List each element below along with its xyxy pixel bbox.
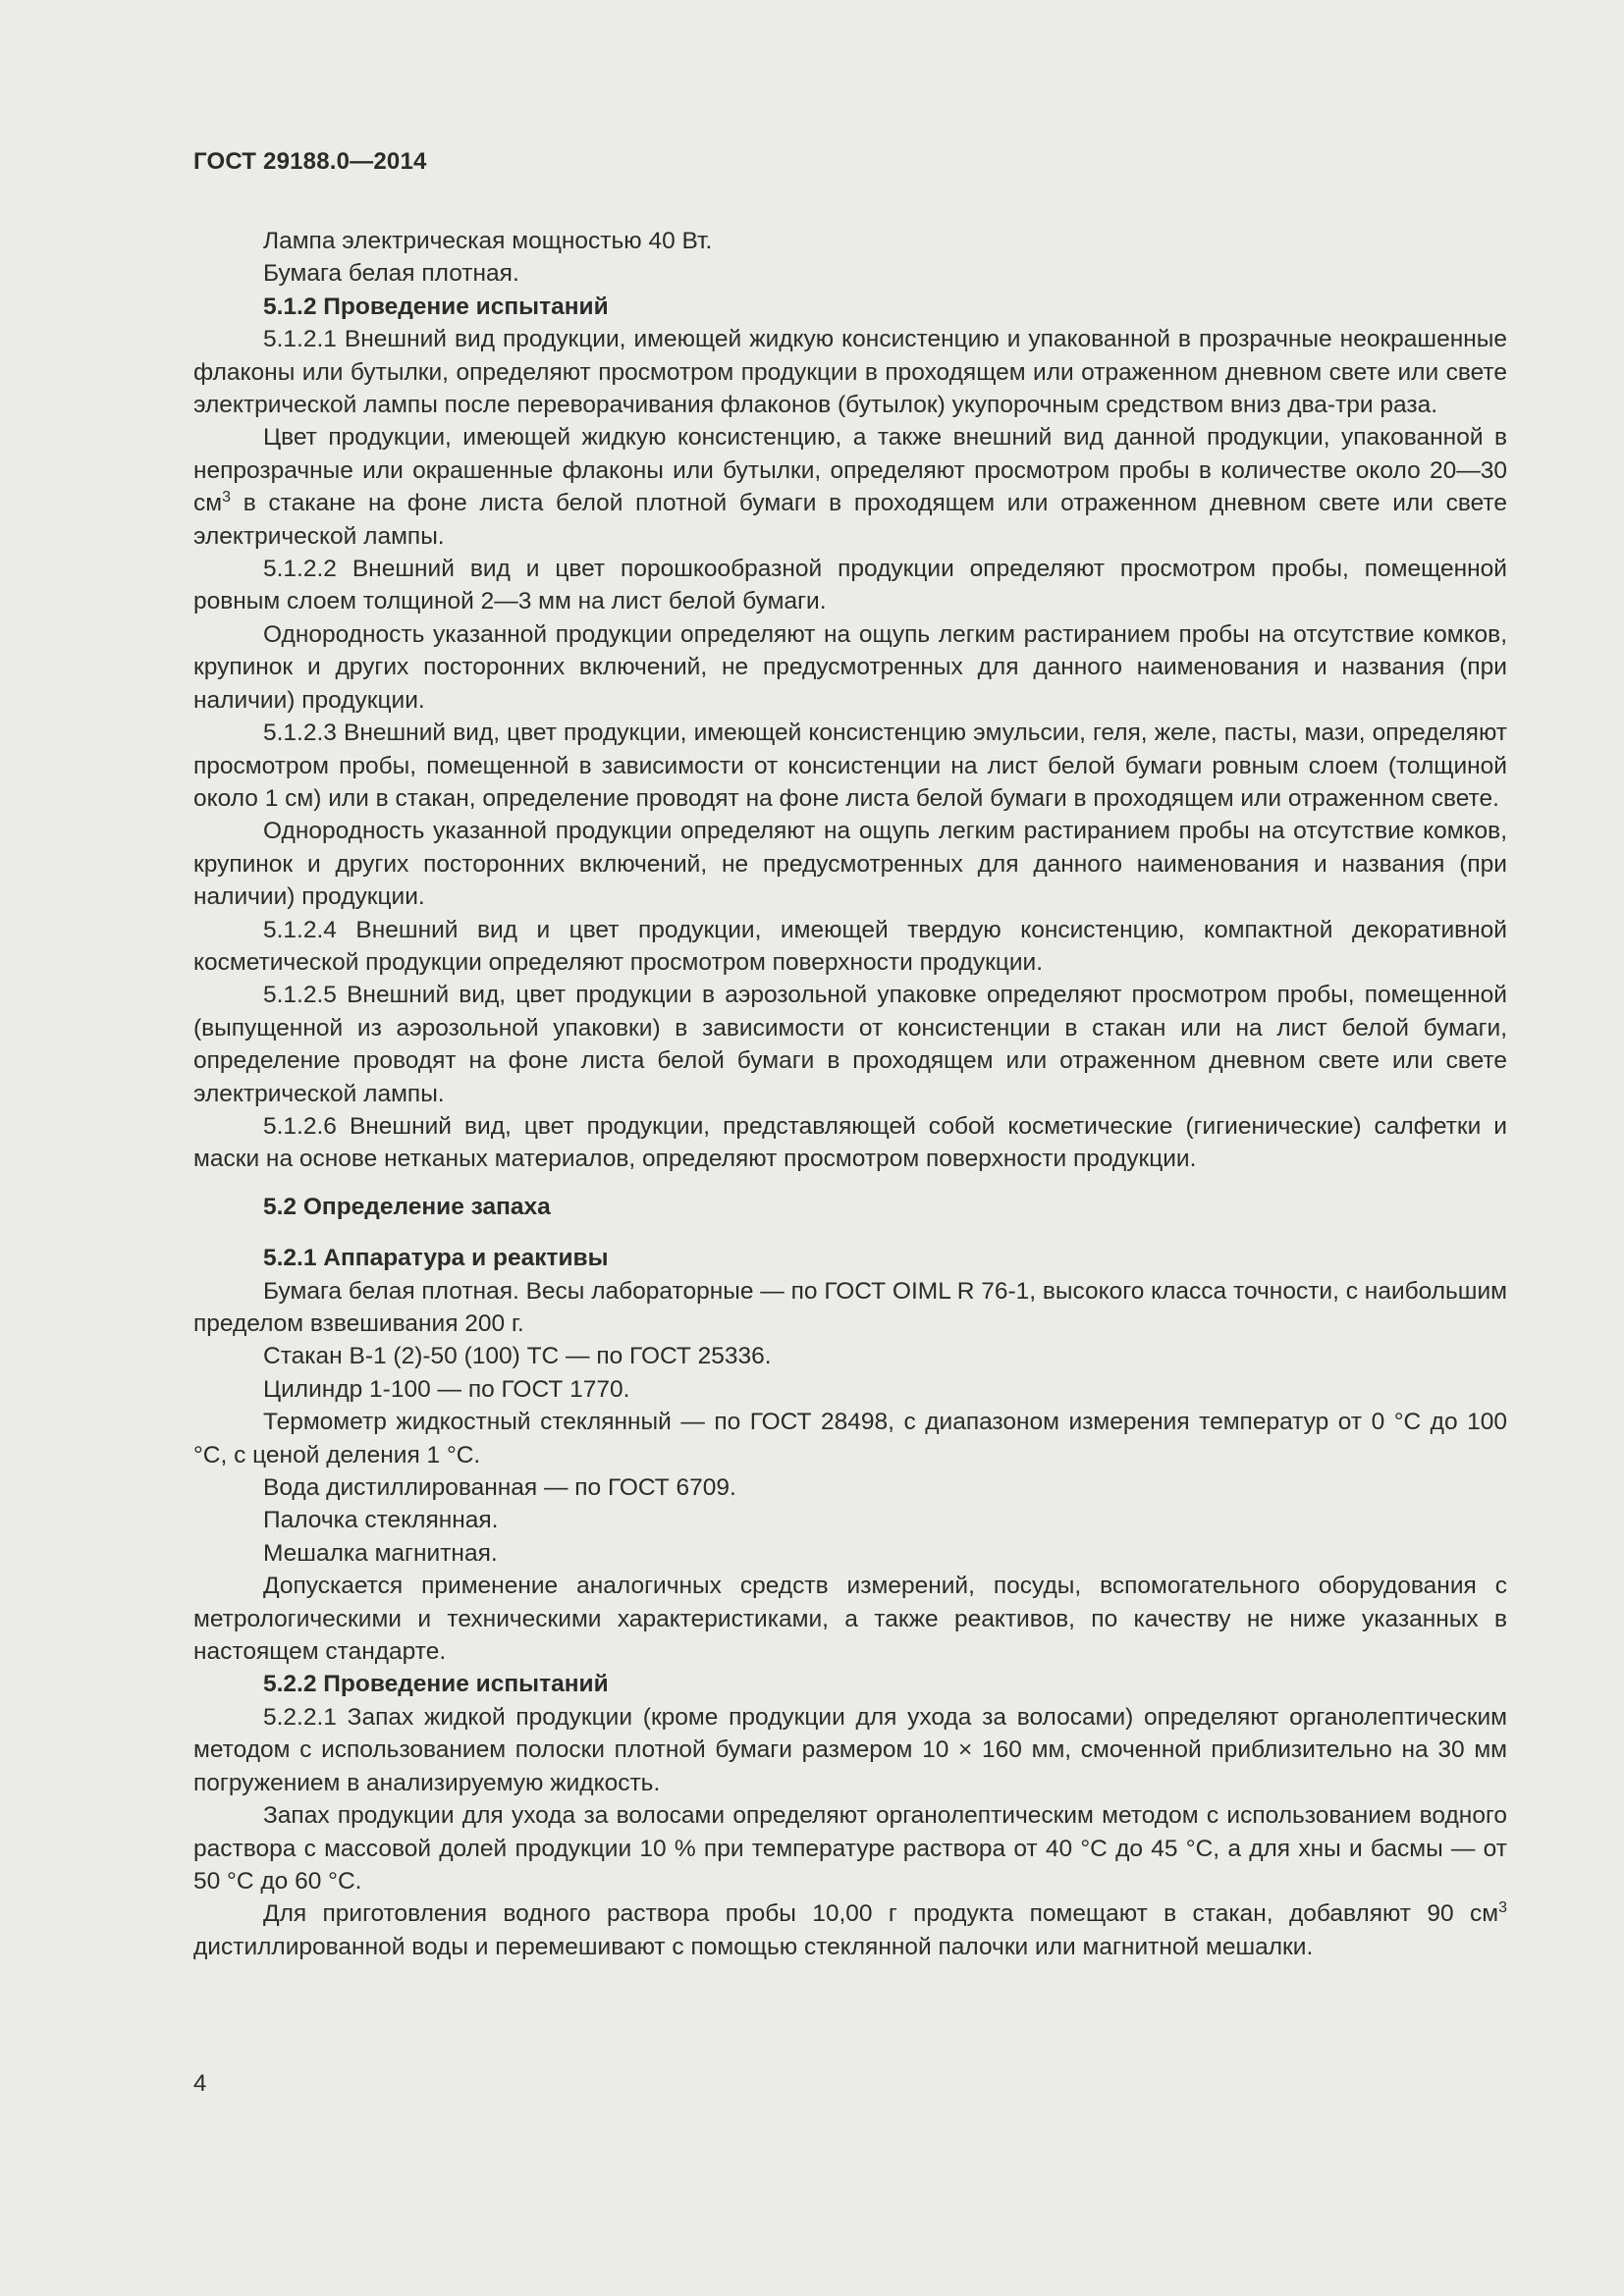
paragraph <box>193 1897 1507 1963</box>
paragraph: 5.1.2.4 Внешний вид и цвет продукции, имеющей твердую консистенцию, компактной декоративной косметической продукции определяют просмотром поверхности продукции. <box>193 916 1507 976</box>
paragraph: Однородность указанной продукции определяют на ощупь легким растиранием пробы на отсутствие комков, крупинок и других посторонних включений, не предусмотренных для данного наименования и названия (при наличии) продукции. <box>193 620 1507 714</box>
paragraph: Допускается применение аналогичных средств измерений, посуды, вспомогательного оборудования с метрологическими и техническими характеристиками, а также реактивов, по качеству не ниже указанных в настоящем стандарте. <box>193 1573 1507 1666</box>
paragraph: Мешалка магнитная. <box>263 1539 498 1567</box>
document-header: ГОСТ 29188.0—2014 <box>193 148 427 175</box>
paragraph-text: в стакане на фоне листа белой плотной бумаги в проходящем или отраженном дневном свете или свете электрической лампы. <box>193 490 1507 550</box>
paragraph-text: Цвет продукции, имеющей жидкую консистенцию, а также внешний вид данной продукции, упакованной в непрозрачные или окрашенные флаконы или бутылки, определяют просмотром пробы в количестве около 20—30 см <box>193 424 1507 517</box>
paragraph: Бумага белая плотная. Весы лабораторные — по ГОСТ OIML R 76-1, высокого класса точности, с наибольшим пределом взвешивания 200 г. <box>193 1277 1507 1337</box>
document-body <box>193 225 1507 1963</box>
section-heading: 5.2.2 Проведение испытаний <box>263 1671 609 1698</box>
superscript: 3 <box>1498 1899 1507 1917</box>
paragraph: Лампа электрическая мощностью 40 Вт. <box>263 228 713 254</box>
paragraph: Однородность указанной продукции определяют на ощупь легким растиранием пробы на отсутствие комков, крупинок и других посторонних включений, не предусмотренных для данного наименования и названия (при наличии) продукции. <box>193 818 1507 911</box>
paragraph: Палочка стеклянная. <box>263 1507 499 1534</box>
paragraph: 5.1.2.2 Внешний вид и цвет порошкообразной продукции определяют просмотром пробы, помещенной ровным слоем толщиной 2—3 мм на лист белой бумаги. <box>193 556 1507 615</box>
paragraph: 5.1.2.5 Внешний вид, цвет продукции в аэрозольной упаковке определяют просмотром пробы, помещенной (выпущенной из аэрозольной упаковки) в зависимости от консистенции в стакан или на лист белой бумаги, определение проводят на фоне листа белой бумаги в проходящем или отраженном дневном свете или свете электрической лампы. <box>193 982 1507 1107</box>
paragraph: Вода дистиллированная — по ГОСТ 6709. <box>263 1474 736 1502</box>
section-heading: 5.1.2 Проведение испытаний <box>263 293 609 320</box>
paragraph-text: дистиллированной воды и перемешивают с помощью стеклянной палочки или магнитной мешалки. <box>193 1933 1314 1960</box>
paragraph: 5.1.2.1 Внешний вид продукции, имеющей жидкую консистенцию и упакованной в прозрачные неокрашенные флаконы или бутылки, определяют просмотром продукции в проходящем или отраженном дневном свете или свете электрической лампы после переворачивания флаконов (бутылок) укупорочным средством вниз два-три раза. <box>193 326 1507 419</box>
section-heading: 5.2 Определение запаха <box>263 1193 551 1220</box>
paragraph: 5.2.2.1 Запах жидкой продукции (кроме продукции для ухода за волосами) определяют органолептическим методом с использованием полоски плотной бумаги размером 10 × 160 мм, смоченной приблизительно на 30 мм погружением в анализируемую жидкость. <box>193 1703 1507 1796</box>
section-heading: 5.2.1 Аппаратура и реактивы <box>263 1245 609 1272</box>
paragraph: 5.1.2.6 Внешний вид, цвет продукции, представляющей собой косметические (гигиенические) салфетки и маски на основе нетканых материалов, определяют просмотром поверхности продукции. <box>193 1112 1507 1173</box>
page-number: 4 <box>193 2070 207 2097</box>
paragraph: Бумага белая плотная. <box>263 260 519 288</box>
paragraph: Термометр жидкостный стеклянный — по ГОСТ 28498, с диапазоном измерения температур от 0 °С до 100 °С, с ценой деления 1 °С. <box>193 1409 1507 1468</box>
paragraph: Стакан В-1 (2)-50 (100) ТС — по ГОСТ 25336. <box>263 1343 772 1370</box>
paragraph: Запах продукции для ухода за волосами определяют органолептическим методом с использованием водного раствора с массовой долей продукции 10 % при температуре раствора от 40 °С до 45 °С, а для хны и басмы — от 50 °С до 60 °С. <box>193 1802 1507 1895</box>
paragraph: Цилиндр 1-100 — по ГОСТ 1770. <box>263 1375 630 1403</box>
superscript: 3 <box>222 489 231 507</box>
paragraph <box>193 421 1507 553</box>
paragraph: 5.1.2.3 Внешний вид, цвет продукции, имеющей консистенцию эмульсии, геля, желе, пасты, мази, определяют просмотром пробы, помещенной в зависимости от консистенции на лист белой бумаги ровным слоем (толщиной около 1 см) или в стакан, определение проводят на фоне листа белой бумаги в проходящем или отраженном свете. <box>193 720 1507 812</box>
paragraph-text: Для приготовления водного раствора пробы 10,00 г продукта помещают в стакан, добавляют 90 см <box>263 1900 1499 1928</box>
